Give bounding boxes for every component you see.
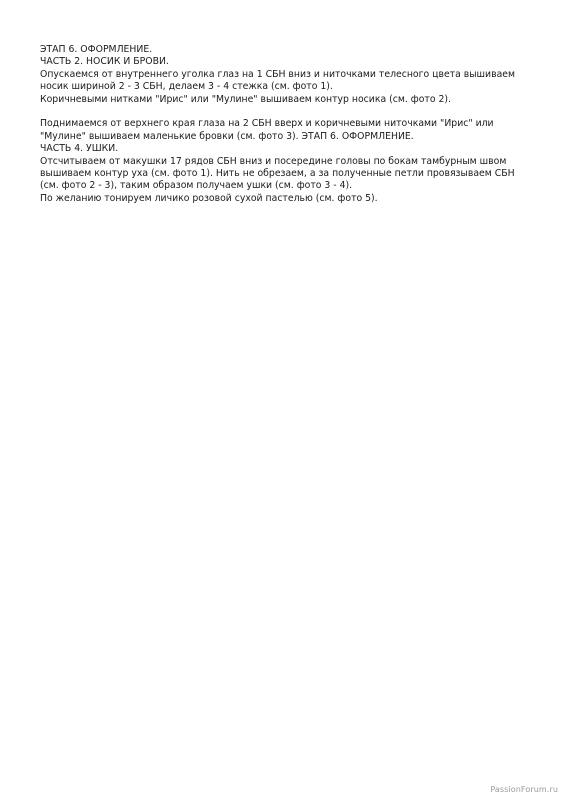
part-heading-ears: ЧАСТЬ 4. УШКИ. [40,143,119,155]
watermark: PassionForum.ru [490,785,558,794]
part-heading-nose-brows: ЧАСТЬ 2. НОСИК И БРОВИ. [40,56,169,68]
paragraph-line: По желанию тонируем личико розовой сухой пастелью (см. фото 5). [40,192,378,204]
paragraph-line: Опускаемся от внутреннего уголка глаз на 1 СБН вниз и ниточками телесного цвета вышиваем [40,68,516,80]
paragraph-line: (см. фото 2 - 3), таким образом получаем ушки (см. фото 3 - 4). [40,180,353,192]
paragraph-line: Поднимаемся от верхнего края глаза на 2 СБН вверх и коричневыми ниточками "Ирис" или [40,118,494,130]
document-body [40,44,540,205]
paragraph-line: вышиваем контур уха (см. фото 1). Нить не обрезаем, а за полученные петли провязываем СБН [40,168,515,180]
paragraph-line: носик шириной 2 - 3 СБН, делаем 3 - 4 стежка (см. фото 1). [40,81,333,93]
paragraph-line: "Мулине" вышиваем маленькие бровки (см. фото 3). ЭТАП 6. ОФОРМЛЕНИЕ. [40,130,414,142]
blank-line [40,106,540,118]
paragraph-line: Коричневыми нитками "Ирис" или "Мулине" вышиваем контур носика (см. фото 2). [40,93,451,105]
stage-heading: ЭТАП 6. ОФОРМЛЕНИЕ. [40,44,153,55]
paragraph-line: Отсчитываем от макушки 17 рядов СБН вниз и посередине головы по бокам тамбурным швом [40,155,507,167]
